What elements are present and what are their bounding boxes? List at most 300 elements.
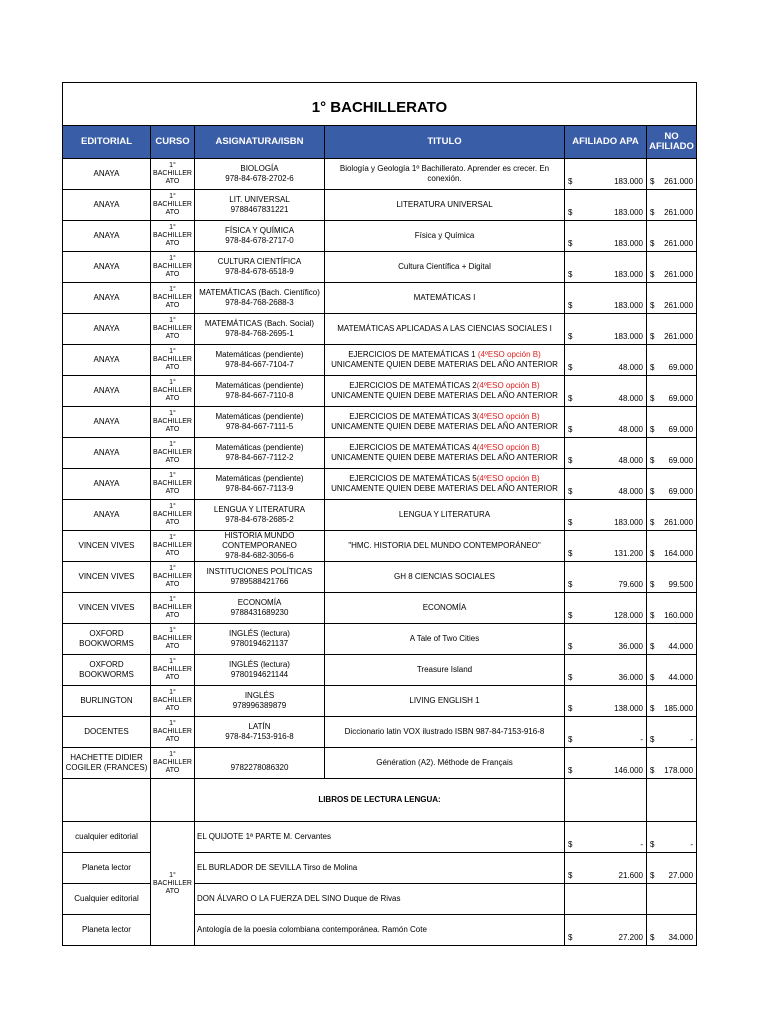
curso-cell [151,159,195,190]
curso-text: 1° [169,565,176,572]
editorial-cell [63,159,151,190]
asignatura-cell [195,686,325,717]
asignatura-cell [195,593,325,624]
header-editorial: EDITORIAL [63,126,151,159]
no-afiliado-price-cell [647,593,697,624]
currency-symbol: $ [650,642,655,651]
price [647,301,696,313]
price-value: - [690,735,694,744]
asignatura-text: LIT. UNIVERSAL [229,195,290,204]
editorial-cell [63,562,151,593]
editorial-text: ANAYA [93,262,120,271]
price [565,673,646,685]
price-value: 160.000 [664,611,694,620]
curso-text: 1° [169,441,176,448]
curso-text: 1° [169,751,176,758]
asignatura-text: Matemáticas (pendiente) [215,474,304,483]
curso-text: ATO [165,612,180,619]
editorial-cell [63,531,151,562]
price-value: 69.000 [668,456,694,465]
curso-cell [151,655,195,686]
editorial-cell [63,190,151,221]
curso-text: ATO [165,705,180,712]
asignatura-cell [195,438,325,469]
currency-symbol: $ [568,177,573,186]
price [565,270,646,282]
asignatura-text: 978-84-768-2695-1 [225,329,294,338]
asignatura-text: CULTURA CIENTÍFICA [217,257,302,266]
note-text: (4ºESO opción B) [476,381,540,390]
price [647,840,696,852]
no-afiliado-price-cell [647,686,697,717]
asignatura-cell [195,159,325,190]
curso-cell [151,376,195,407]
price-value: 69.000 [668,425,694,434]
currency-symbol: $ [568,871,573,880]
table-row [63,624,697,655]
editorial-cell: cualquier editorial [63,822,151,853]
asignatura-text: HISTORIA MUNDO [224,531,295,540]
asignatura-text: MATEMÁTICAS (Bach. Social) [204,319,315,328]
curso-text: BACHILLER [153,728,192,735]
titulo-text: UNICAMENTE QUIEN DEBE MATERIAS DEL AÑO ANTERIOR [331,422,558,431]
curso-text: 1° [169,317,176,324]
curso-cell [151,345,195,376]
no-afiliado-price-cell [647,822,697,853]
editorial-cell [63,748,151,779]
price [647,425,696,437]
curso-text: BACHILLER [153,542,192,549]
asignatura-text: Matemáticas (pendiente) [215,381,304,390]
curso-text: 1° [169,193,176,200]
titulo-text: MATEMÁTICAS I [413,293,476,302]
curso-text: 1° [169,472,176,479]
price-value: 138.000 [614,704,643,713]
editorial-text: ANAYA [93,169,120,178]
titulo-text: ECONOMÍA [422,603,467,612]
curso-text: BACHILLER [153,325,192,332]
price [647,871,696,883]
price-value: 48.000 [618,394,643,403]
afiliado-price-cell [565,655,647,686]
price-value: 146.000 [614,766,643,775]
curso-text: ATO [165,519,180,526]
curso-text: BACHILLER [153,697,192,704]
editorial-cell: Planeta lector [63,853,151,884]
price [565,735,646,747]
header-no-afiliado: NO AFILIADO [647,126,697,159]
editorial-text: ANAYA [93,448,120,457]
curso-text: BACHILLER [153,294,192,301]
editorial-text: ANAYA [93,200,120,209]
header-titulo: TITULO [325,126,565,159]
currency-symbol: $ [568,642,573,651]
asignatura-text: INGLÉS (lectura) [229,629,290,638]
editorial-text: ANAYA [93,231,120,240]
editorial-text: OXFORD [89,660,124,669]
no-afiliado-price-cell [647,853,697,884]
price-value: - [690,840,694,849]
curso-text: BACHILLER [153,759,192,766]
titulo-text: Biología y Geología 1º Bachillerato. Aprender es crecer. En conexión. [339,164,550,183]
editorial-cell [63,221,151,252]
titulo-cell [325,438,565,469]
titulo-cell [325,221,565,252]
price [565,840,646,852]
currency-symbol: $ [568,208,573,217]
price [565,363,646,375]
titulo-cell [325,531,565,562]
titulo-cell [325,314,565,345]
currency-symbol: $ [650,673,655,682]
currency-symbol: $ [650,239,655,248]
curso-text: ATO [165,426,180,433]
asignatura-text: 978996389879 [232,701,287,710]
price [647,239,696,251]
price [647,177,696,189]
afiliado-price-cell [565,686,647,717]
table-row [63,717,697,748]
no-afiliado-price-cell [647,283,697,314]
lectura-spacer [151,779,195,822]
price-value: 183.000 [614,208,643,217]
price-value: 261.000 [664,301,694,310]
curso-cell [151,686,195,717]
titulo-cell [325,748,565,779]
asignatura-text: INGLÉS (lectura) [229,660,290,669]
lectura-title: LIBROS DE LECTURA LENGUA: [195,779,565,822]
no-afiliado-price-cell [647,407,697,438]
asignatura-cell [195,190,325,221]
curso-text: BACHILLER [153,879,192,887]
no-afiliado-price-cell [647,562,697,593]
afiliado-price-cell [565,624,647,655]
curso-text: BACHILLER [153,511,192,518]
curso-text: 1° [169,224,176,231]
afiliado-price-cell [565,822,647,853]
curso-cell [151,407,195,438]
price [565,208,646,220]
price [647,611,696,623]
afiliado-price-cell [565,562,647,593]
curso-cell [151,283,195,314]
price-value: 69.000 [668,394,694,403]
price-value: 164.000 [664,549,694,558]
curso-text: BACHILLER [153,387,192,394]
curso-text: 1° [169,658,176,665]
afiliado-price-cell [565,531,647,562]
price-value: 48.000 [618,487,643,496]
curso-text: 1° [169,255,176,262]
price [647,332,696,344]
note-text: (4ºESO opción B) [476,412,540,421]
editorial-cell [63,314,151,345]
currency-symbol: $ [650,840,655,849]
price-value: 261.000 [664,270,694,279]
price [647,549,696,561]
editorial-cell [63,438,151,469]
editorial-cell: Planeta lector [63,915,151,946]
asignatura-text: Matemáticas (pendiente) [215,412,304,421]
asignatura-text: 978-84-768-2688-3 [225,298,294,307]
asignatura-cell [195,283,325,314]
curso-text: 1° [169,871,176,879]
table-row [63,500,697,531]
asignatura-text: INSTITUCIONES POLÍTICAS [206,567,313,576]
curso-cell [151,822,195,946]
price-value: 79.600 [618,580,643,589]
currency-symbol: $ [650,766,655,775]
asignatura-text: 9780194621144 [230,670,289,679]
editorial-text: ANAYA [93,324,120,333]
book-list-sheet [62,82,696,946]
no-afiliado-price-cell [647,884,697,915]
asignatura-text: 978-84-678-2702-6 [225,174,294,183]
currency-symbol: $ [650,270,655,279]
curso-cell [151,438,195,469]
editorial-cell [63,469,151,500]
price-value: 48.000 [618,425,643,434]
price-value: 27.000 [668,871,694,880]
no-afiliado-price-cell [647,252,697,283]
titulo-text: LENGUA Y LITERATURA [398,510,491,519]
table-row [63,593,697,624]
titulo-text: Cultura Científica + Digital [398,262,491,271]
editorial-cell [63,624,151,655]
header-curso: CURSO [151,126,195,159]
note-text: (4ºESO opción B) [476,443,540,452]
editorial-text: ANAYA [93,293,120,302]
asignatura-cell [195,407,325,438]
titulo-text: MATEMÁTICAS APLICADAS A LAS CIENCIAS SOCIALES I [337,324,552,333]
asignatura-cell [195,376,325,407]
currency-symbol: $ [650,933,655,942]
price [565,394,646,406]
curso-text: ATO [165,240,180,247]
currency-symbol: $ [568,487,573,496]
price-value: 183.000 [614,239,643,248]
asignatura-text: MATEMÁTICAS (Bach. Científico) [199,288,320,297]
afiliado-price-cell [565,159,647,190]
asignatura-cell [195,748,325,779]
price [565,580,646,592]
asignatura-text: CONTEMPORANEO [222,541,297,550]
asignatura-text: 9788467831221 [230,205,289,214]
asignatura-cell [195,531,325,562]
currency-symbol: $ [650,332,655,341]
price [647,766,696,778]
afiliado-price-cell [565,748,647,779]
price-value: 261.000 [664,518,694,527]
currency-symbol: $ [568,270,573,279]
asignatura-text: 978-84-667-7104-7 [225,360,294,369]
editorial-cell [63,407,151,438]
header-row [63,126,697,159]
afiliado-price-cell [565,500,647,531]
price-value: 183.000 [614,177,643,186]
no-afiliado-price-cell [647,221,697,252]
no-afiliado-price-cell [647,469,697,500]
curso-cell [151,593,195,624]
curso-cell [151,717,195,748]
price-value: 183.000 [614,270,643,279]
price [647,456,696,468]
table-row [63,221,697,252]
currency-symbol: $ [568,549,573,558]
lectura-spacer [565,779,647,822]
curso-cell [151,748,195,779]
price [565,518,646,530]
curso-text: ATO [165,736,180,743]
editorial-cell [63,376,151,407]
currency-symbol: $ [650,208,655,217]
titulo-cell [325,159,565,190]
table-row [63,407,697,438]
price [647,735,696,747]
titulo-text: GH 8 CIENCIAS SOCIALES [394,572,495,581]
editorial-text: BOOKWORMS [79,639,134,648]
price [565,425,646,437]
price-value: 128.000 [614,611,643,620]
afiliado-price-cell [565,915,647,946]
asignatura-cell [195,345,325,376]
titulo-text: UNICAMENTE QUIEN DEBE MATERIAS DEL AÑO ANTERIOR [331,391,558,400]
no-afiliado-price-cell [647,376,697,407]
table-row [63,438,697,469]
lectura-titulo-cell: EL QUIJOTE 1ª PARTE M. Cervantes [195,822,565,853]
currency-symbol: $ [650,580,655,589]
curso-cell [151,252,195,283]
editorial-text: ANAYA [93,479,120,488]
currency-symbol: $ [650,518,655,527]
curso-cell [151,500,195,531]
book-list-table [62,82,697,946]
asignatura-cell [195,717,325,748]
curso-text: ATO [165,364,180,371]
currency-symbol: $ [568,239,573,248]
curso-cell [151,562,195,593]
asignatura-text: INGLÉS [244,691,275,700]
afiliado-price-cell [565,438,647,469]
price [565,933,646,945]
note-text: (4ºESO opción B) [476,474,540,483]
price [565,301,646,313]
asignatura-text: 9780194621137 [230,639,289,648]
curso-cell [151,190,195,221]
asignatura-cell [195,314,325,345]
price [647,642,696,654]
titulo-text: EJERCICIOS DE MATEMÁTICAS 2 [349,381,477,390]
titulo-text: Diccionario latin VOX ilustrado ISBN 987-84-7153-916-8 [344,727,545,736]
currency-symbol: $ [650,549,655,558]
book-rows [63,159,697,946]
asignatura-text: 9789588421766 [230,577,289,586]
editorial-text: ANAYA [93,386,120,395]
asignatura-text: 9782278086320 [230,763,289,772]
curso-text: ATO [165,457,180,464]
no-afiliado-price-cell [647,438,697,469]
editorial-cell [63,686,151,717]
titulo-text: EJERCICIOS DE MATEMÁTICAS 4 [349,443,477,452]
price-value: 48.000 [618,363,643,372]
table-row [63,159,697,190]
curso-text: BACHILLER [153,263,192,270]
no-afiliado-price-cell [647,624,697,655]
currency-symbol: $ [650,394,655,403]
lectura-title-row [63,779,697,822]
price-value: - [640,840,643,849]
curso-text: BACHILLER [153,635,192,642]
asignatura-text: 978-84-678-6518-9 [225,267,294,276]
editorial-text: OXFORD [89,629,124,638]
titulo-text: Física y Química [414,231,475,240]
titulo-cell [325,345,565,376]
asignatura-text: Matemáticas (pendiente) [215,350,304,359]
asignatura-text: 978-84-678-2717-0 [225,236,294,245]
price-value: 183.000 [614,332,643,341]
currency-symbol: $ [568,933,573,942]
titulo-cell [325,624,565,655]
titulo-cell [325,500,565,531]
table-row [63,655,697,686]
table-row [63,283,697,314]
curso-text: 1° [169,348,176,355]
editorial-text: ANAYA [93,510,120,519]
lectura-titulo-cell: EL BURLADOR DE SEVILLA Tirso de Molina [195,853,565,884]
afiliado-price-cell [565,221,647,252]
afiliado-price-cell [565,345,647,376]
editorial-text: ANAYA [93,417,120,426]
editorial-cell [63,593,151,624]
curso-text: ATO [165,581,180,588]
asignatura-text: 9788431689230 [230,608,289,617]
titulo-cell [325,407,565,438]
asignatura-cell [195,500,325,531]
curso-text: 1° [169,596,176,603]
curso-text: BACHILLER [153,480,192,487]
afiliado-price-cell [565,717,647,748]
asignatura-text: LATÍN [248,722,271,731]
curso-cell [151,531,195,562]
price [565,766,646,778]
currency-symbol: $ [650,704,655,713]
curso-text: BACHILLER [153,604,192,611]
no-afiliado-price-cell [647,314,697,345]
afiliado-price-cell [565,252,647,283]
price-value: 69.000 [668,487,694,496]
table-row [63,252,697,283]
asignatura-text: 978-84-7153-916-8 [225,732,294,741]
asignatura-text: 978-84-667-7113-9 [225,484,294,493]
no-afiliado-price-cell [647,655,697,686]
price [565,487,646,499]
no-afiliado-price-cell [647,915,697,946]
price [647,363,696,375]
price [565,177,646,189]
no-afiliado-price-cell [647,717,697,748]
curso-text: BACHILLER [153,449,192,456]
titulo-text: UNICAMENTE QUIEN DEBE MATERIAS DEL AÑO ANTERIOR [331,360,558,369]
titulo-text: LITERATURA UNIVERSAL [396,200,493,209]
titulo-cell [325,376,565,407]
lectura-spacer [63,779,151,822]
currency-symbol: $ [650,301,655,310]
editorial-text: HACHETTE DIDIER [70,753,143,762]
price [565,642,646,654]
table-row [63,469,697,500]
curso-text: BACHILLER [153,666,192,673]
titulo-text: Génération (A2). Méthode de Français [376,758,513,767]
